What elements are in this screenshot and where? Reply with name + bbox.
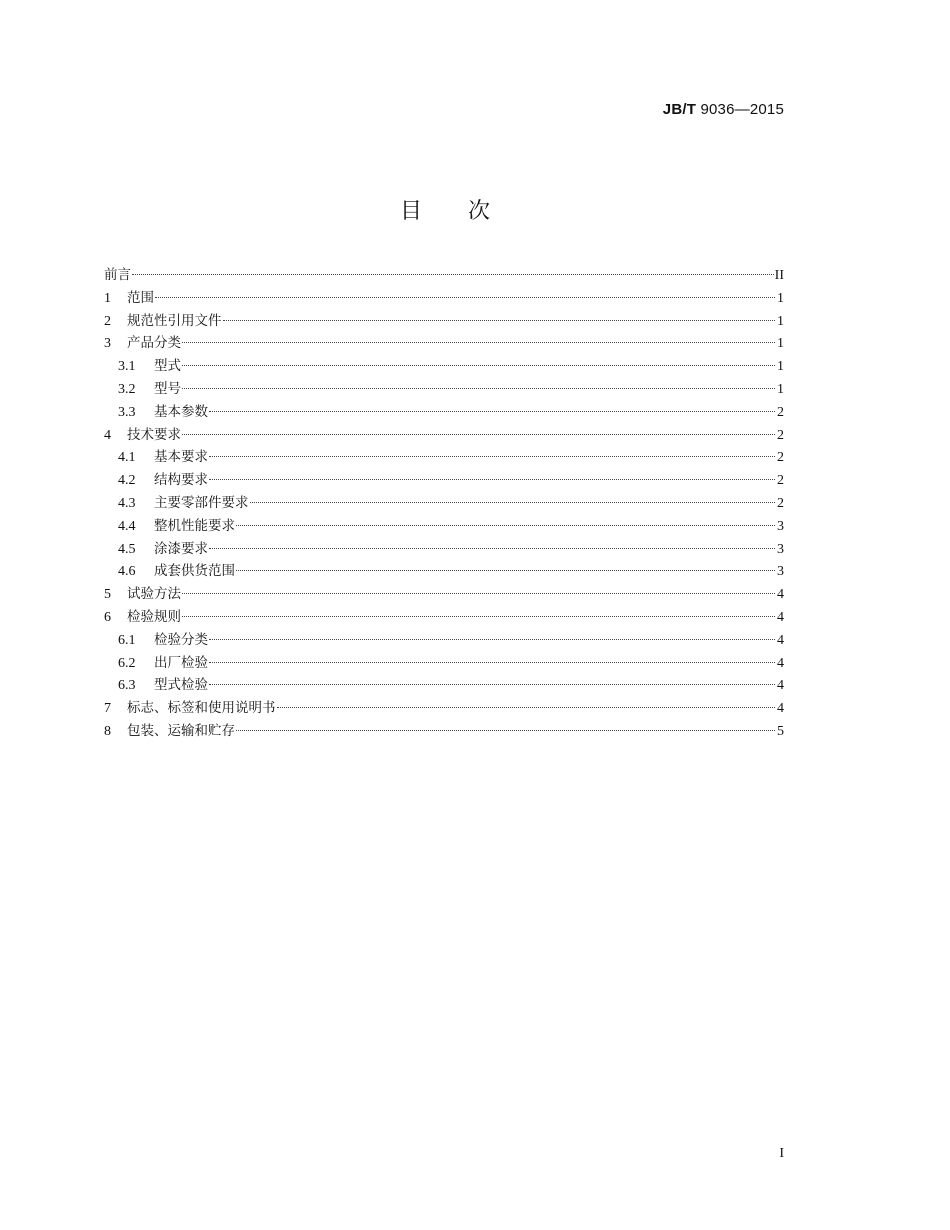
toc-entry[interactable] [104,469,784,492]
toc-entry-page: 4 [777,655,784,671]
toc-entry[interactable] [104,720,784,743]
toc-dot-leader [209,456,775,457]
toc-entry-label: 标志、标签和使用说明书 [127,700,276,717]
page-number: I [779,1146,784,1161]
toc-entry-page: 4 [777,632,784,648]
toc-dot-leader [182,388,775,389]
toc-entry-label: 产品分类 [127,335,181,352]
toc-entry-label: 试验方法 [127,586,181,603]
toc-dot-leader [209,479,775,480]
toc-entry-number: 3.3 [118,404,136,420]
toc-entry[interactable] [104,332,784,355]
toc-entry-page: 4 [777,701,784,717]
toc-entry-label: 结构要求 [154,472,208,489]
toc-dot-leader [250,502,776,503]
table-of-contents [104,264,784,743]
toc-entry-label: 检验分类 [154,631,208,648]
standard-code [663,101,784,118]
toc-entry-label: 成套供货范围 [154,563,235,580]
toc-dot-leader [209,548,775,549]
toc-entry[interactable] [104,538,784,561]
toc-entry-page: II [774,268,784,283]
toc-title-char-1: 目 [399,199,422,224]
toc-entry-number: 6.1 [118,632,136,648]
toc-entry-number: 5 [104,587,111,603]
toc-entry-number: 4.6 [118,564,136,580]
standard-code-prefix: JB/T [662,101,697,118]
toc-entry-number: 4.1 [118,450,136,466]
toc-entry-label: 检验规则 [127,608,181,625]
standard-code-number: 9036—2015 [696,101,784,118]
toc-entry-label: 涂漆要求 [154,540,208,557]
toc-entry-page: 5 [777,723,784,739]
toc-entry-page: 1 [777,313,784,329]
toc-entry-label: 包装、运输和贮存 [127,722,235,739]
toc-entry[interactable] [104,560,784,583]
toc-entry-label: 基本参数 [154,403,208,420]
toc-entry-label: 技术要求 [127,426,181,443]
toc-entry[interactable] [104,401,784,424]
toc-entry-number: 6.2 [118,655,136,671]
toc-entry-number: 4.2 [118,473,136,489]
toc-entry-number: 6.3 [118,678,136,694]
toc-entry-label: 型式 [154,358,181,375]
toc-entry-page: 3 [777,518,784,534]
toc-entry[interactable] [104,697,784,720]
toc-entry-page: 2 [777,473,784,489]
toc-entry[interactable] [104,629,784,652]
toc-entry-page: 3 [777,541,784,557]
toc-entry-label: 范围 [127,289,154,306]
toc-dot-leader [182,365,775,366]
toc-dot-leader [209,411,775,412]
toc-dot-leader [223,320,776,321]
toc-entry-page: 3 [777,564,784,580]
toc-dot-leader [182,616,775,617]
toc-entry-number: 2 [104,313,111,329]
toc-dot-leader [209,639,775,640]
toc-entry[interactable] [104,424,784,447]
toc-entry[interactable] [104,606,784,629]
toc-entry-page: 4 [777,678,784,694]
toc-entry[interactable] [104,674,784,697]
toc-entry-number: 4.5 [118,541,136,557]
toc-entry[interactable] [104,310,784,333]
toc-entry-number: 3 [104,336,111,352]
toc-entry-label: 规范性引用文件 [127,312,222,329]
toc-entry-label: 整机性能要求 [154,517,235,534]
toc-entry-label: 前言 [104,267,131,283]
toc-entry-page: 2 [777,427,784,443]
toc-entry[interactable] [104,652,784,675]
toc-entry[interactable] [104,355,784,378]
toc-dot-leader [182,434,775,435]
toc-title [0,194,890,225]
toc-entry-number: 4.4 [118,518,136,534]
toc-dot-leader [236,525,775,526]
toc-entry-page: 4 [777,609,784,625]
toc-title-char-2: 次 [468,199,491,224]
toc-dot-leader [132,274,774,275]
toc-entry[interactable] [104,378,784,401]
toc-entry[interactable] [104,515,784,538]
toc-entry-page: 2 [777,404,784,420]
toc-entry[interactable] [104,446,784,469]
toc-entry[interactable] [104,583,784,606]
toc-entry-number: 6 [104,609,111,625]
toc-entry-label: 型式检验 [154,677,208,694]
toc-dot-leader [236,570,775,571]
toc-entry-page: 1 [777,359,784,375]
toc-entry-number: 3.1 [118,359,136,375]
toc-entry-number: 8 [104,723,111,739]
toc-dot-leader [277,707,776,708]
toc-entry-label: 基本要求 [154,449,208,466]
toc-entry-page: 1 [777,290,784,306]
toc-dot-leader [182,593,775,594]
toc-entry-number: 7 [104,701,111,717]
toc-dot-leader [209,684,775,685]
toc-dot-leader [182,342,775,343]
toc-entry-page: 1 [777,336,784,352]
toc-entry[interactable] [104,287,784,310]
toc-entry-label: 主要零部件要求 [154,494,249,511]
toc-entry[interactable] [104,264,784,287]
toc-entry-number: 4 [104,427,111,443]
toc-entry-number: 4.3 [118,495,136,511]
toc-entry-label: 型号 [154,380,181,397]
toc-entry-number: 3.2 [118,381,136,397]
toc-entry[interactable] [104,492,784,515]
toc-entry-page: 2 [777,450,784,466]
toc-dot-leader [155,297,775,298]
toc-entry-number: 1 [104,290,111,306]
toc-entry-page: 4 [777,587,784,603]
toc-entry-page: 1 [777,381,784,397]
toc-dot-leader [209,662,775,663]
toc-dot-leader [236,730,775,731]
toc-entry-label: 出厂检验 [154,654,208,671]
toc-entry-page: 2 [777,495,784,511]
